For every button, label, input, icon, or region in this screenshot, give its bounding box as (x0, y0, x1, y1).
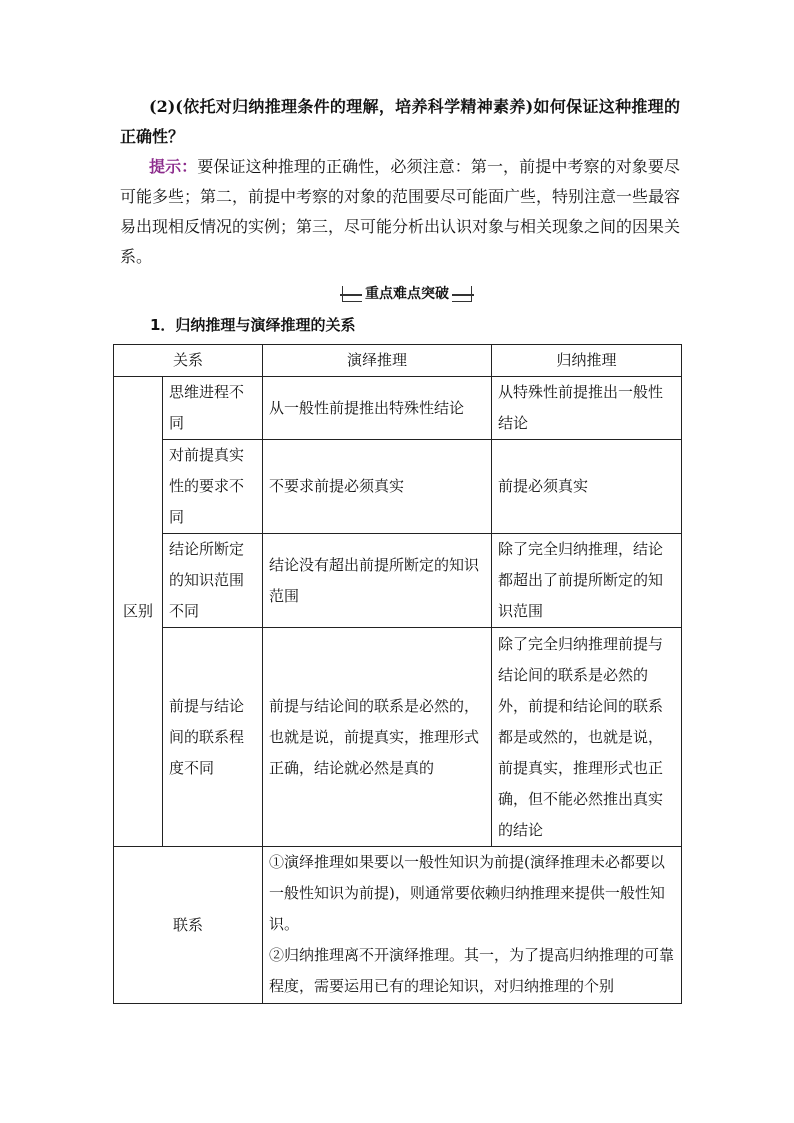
header-deductive: 演绎推理 (263, 345, 492, 377)
connection-point-2: ②归纳推理离不开演绎推理。其一，为了提高归纳推理的可靠程度，需要运用已有的理论知识，对归纳推理的个别 (269, 946, 675, 995)
hint-text: 要保证这种推理的正确性，必须注意：第一，前提中考察的对象要尽可能多些；第二，前提中考察的对象的范围要尽可能面广些，特别注意一些最容易出现相反情况的实例；第三，尽可能分析出认识对象与相关现象之间的因果关系。 (120, 157, 681, 266)
question-paragraph: (2)(依托对归纳推理条件的理解，培养科学精神素养)如何保证这种推理的正确性？ (120, 97, 680, 146)
table-row-connection (114, 847, 682, 1004)
section-banner (340, 284, 474, 304)
row-deductive: 结论没有超出前提所断定的知识范围 (263, 534, 492, 628)
connection-text (263, 847, 682, 1004)
header-relation: 关系 (114, 345, 263, 377)
row-aspect: 对前提真实性的要求不同 (163, 440, 263, 534)
row-aspect: 思维进程不同 (163, 377, 263, 440)
row-deductive: 前提与结论间的联系是必然的，也就是说，前提真实，推理形式正确，结论就必然是真的 (263, 628, 492, 847)
table-header-row (114, 345, 682, 377)
header-inductive: 归纳推理 (492, 345, 682, 377)
hint-label: 提示： (149, 157, 198, 176)
comparison-table (113, 344, 682, 1004)
row-deductive: 从一般性前提推出特殊性结论 (263, 377, 492, 440)
table-row (114, 534, 682, 628)
row-inductive: 除了完全归纳推理，结论都超出了前提所断定的知识范围 (492, 534, 682, 628)
table-row (114, 440, 682, 534)
table-row (114, 377, 682, 440)
row-inductive: 从特殊性前提推出一般性结论 (492, 377, 682, 440)
table-row (114, 628, 682, 847)
row-inductive: 前提必须真实 (492, 440, 682, 534)
group-label-difference: 区别 (114, 377, 163, 847)
connection-label: 联系 (114, 847, 263, 1004)
hint-paragraph (120, 152, 680, 272)
section-banner-title: 重点难点突破 (362, 284, 452, 304)
section-heading: 1．归纳推理与演绎推理的关系 (150, 316, 356, 334)
connection-point-1: ①演绎推理如果要以一般性知识为前提(演绎推理未必都要以一般性知识为前提)，则通常要依赖归纳推理来提供一般性知识。 (269, 853, 665, 933)
row-deductive: 不要求前提必须真实 (263, 440, 492, 534)
row-aspect: 结论所断定的知识范围不同 (163, 534, 263, 628)
row-inductive: 除了完全归纳推理前提与结论间的联系是必然的外，前提和结论间的联系都是或然的，也就是说，前提真实，推理形式也正确，但不能必然推出真实的结论 (492, 628, 682, 847)
row-aspect: 前提与结论间的联系程度不同 (163, 628, 263, 847)
